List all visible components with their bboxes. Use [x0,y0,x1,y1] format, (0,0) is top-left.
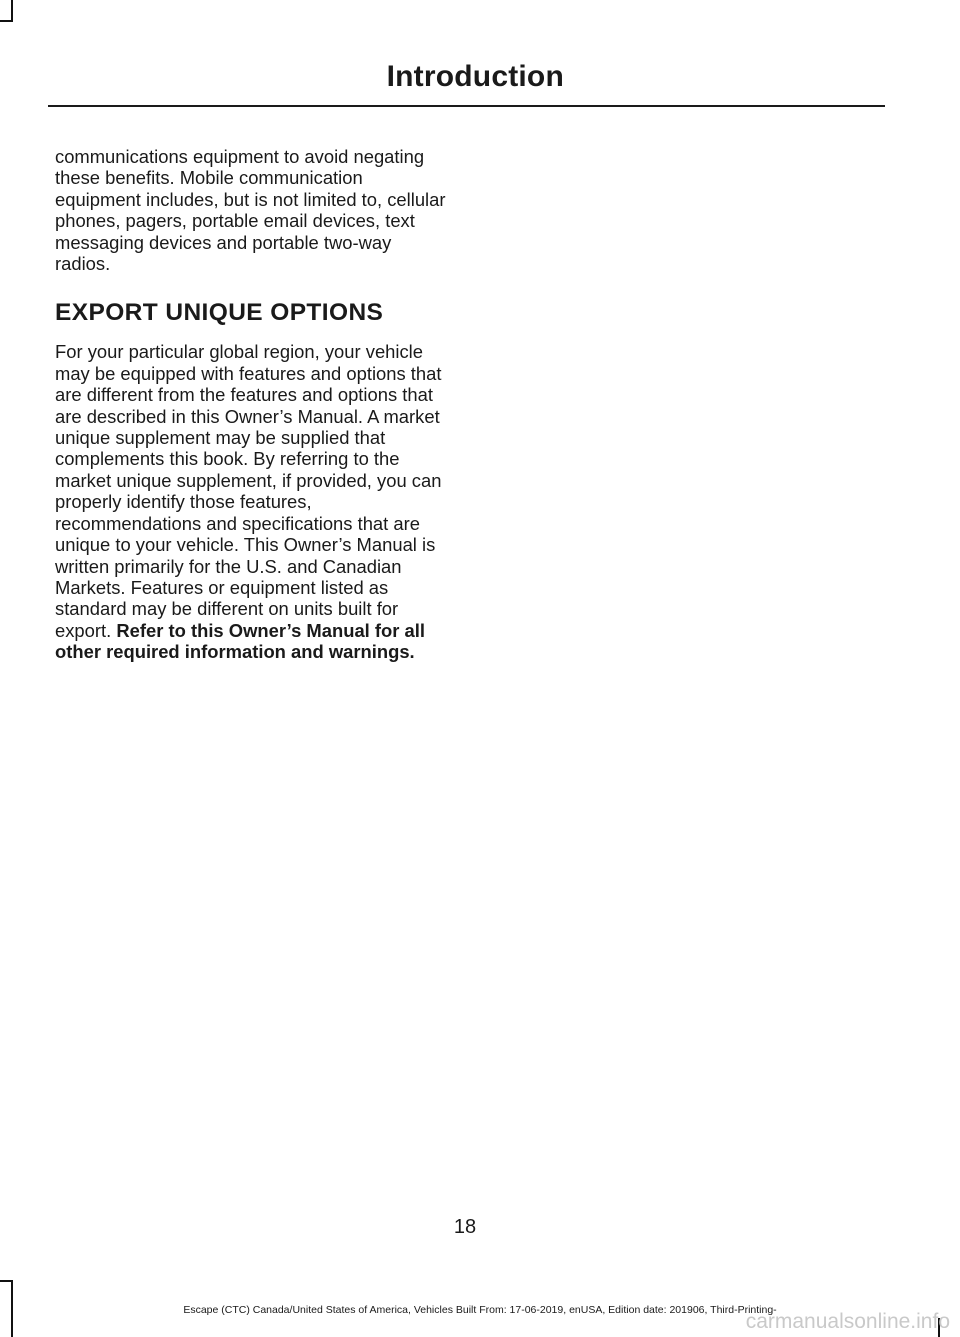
text-column [55,146,447,663]
export-paragraph-warning: Refer to this Owner’s Manual for all other required information and warnings. [55,619,425,663]
page-number: 18 [453,1216,477,1238]
page-title: Introduction [386,60,564,93]
section-heading: EXPORT UNIQUE OPTIONS [55,299,384,327]
export-paragraph [55,341,447,662]
edition-footer: Escape (CTC) Canada/United States of America, Vehicles Built From: 17-06-2019, enUSA, Edition date: 201906, Third-Printing- [183,1304,777,1316]
header-divider [48,105,885,107]
export-paragraph-text: For your particular global region, your vehicle may be equipped with features and options that are different from the features and options that are described in this Owner’s Manual. A market unique supplement may be supplied that complements this book. By referring to the market unique supplement, if provided, you can properly identify those features, recommendations and specifications that are unique to your vehicle. This Owner’s Manual is written primarily for the U.S. and Canadian Markets. Features or equipment listed as standard may be different on units built for export. [55,341,442,641]
crop-mark [11,0,13,22]
crop-mark [0,1280,13,1282]
intro-paragraph: communications equipment to avoid negating these benefits. Mobile communication equipment includes, but is not limited to, cellular phones, pagers, portable email devices, text messaging devices and portable two-way radios. [55,146,446,275]
crop-mark [0,20,13,22]
watermark: carmanualsonline.info [745,1310,950,1333]
